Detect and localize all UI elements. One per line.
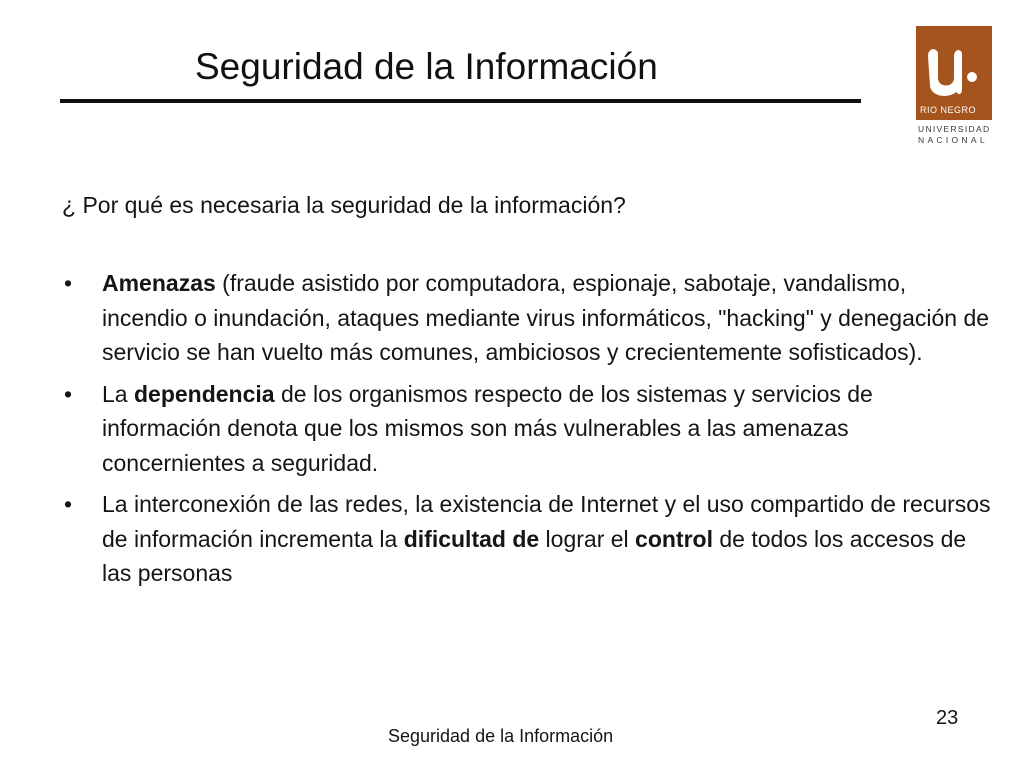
bullet-icon: • <box>64 270 73 296</box>
university-logo <box>916 26 992 146</box>
logo-universidad-text: UNIVERSIDAD <box>918 124 991 134</box>
bullet-keyword-difficulty: dificultad de <box>403 525 540 552</box>
bullet-item-threats <box>62 266 992 370</box>
bullet-keyword-control: control <box>635 525 713 552</box>
footer-title: Seguridad de la Información <box>388 726 614 746</box>
bullet-item-interconnection <box>62 487 992 591</box>
bullet-icon: • <box>64 380 73 407</box>
bullet-text: de los organismos respecto de los sistemas y servicios de información denota que los mismos son más vulnerables a las amenazas concernientes a seguridad. <box>102 380 873 476</box>
title-underline <box>60 99 861 103</box>
slide-title: Seguridad de la Información <box>195 46 658 87</box>
bullet-text: (fraude asistido por computadora, espionaje, sabotaje, vandalismo, incendio o inundación, ataques mediante virus informáticos, "hacking" y denegación de servicio se han vuelto más comunes, ambiciosos y crecientemente sofisticados). <box>102 270 990 365</box>
logo-rio-negro-text: RIO NEGRO <box>920 105 977 115</box>
bullet-text: La interconexión de las redes, la existencia de Internet y el uso compartido de recursos de información incrementa la <box>102 491 991 552</box>
bullet-item-dependency <box>62 377 992 481</box>
bullet-keyword-threats: Amenazas <box>102 270 216 296</box>
bullet-keyword-dependency: dependencia <box>133 380 275 407</box>
bullet-text: de todos los accesos de las personas <box>102 525 967 586</box>
bullet-text: La <box>102 380 134 407</box>
bullet-icon: • <box>64 491 73 517</box>
logo-nacional-text: NACIONAL <box>918 135 988 145</box>
page-number: 23 <box>936 707 959 729</box>
question-heading: ¿ Por qué es necesaria la seguridad de la información? <box>62 192 626 218</box>
logo-emblem <box>916 26 992 120</box>
bullet-text: lograr el <box>539 525 636 552</box>
bullet-list <box>62 266 992 598</box>
